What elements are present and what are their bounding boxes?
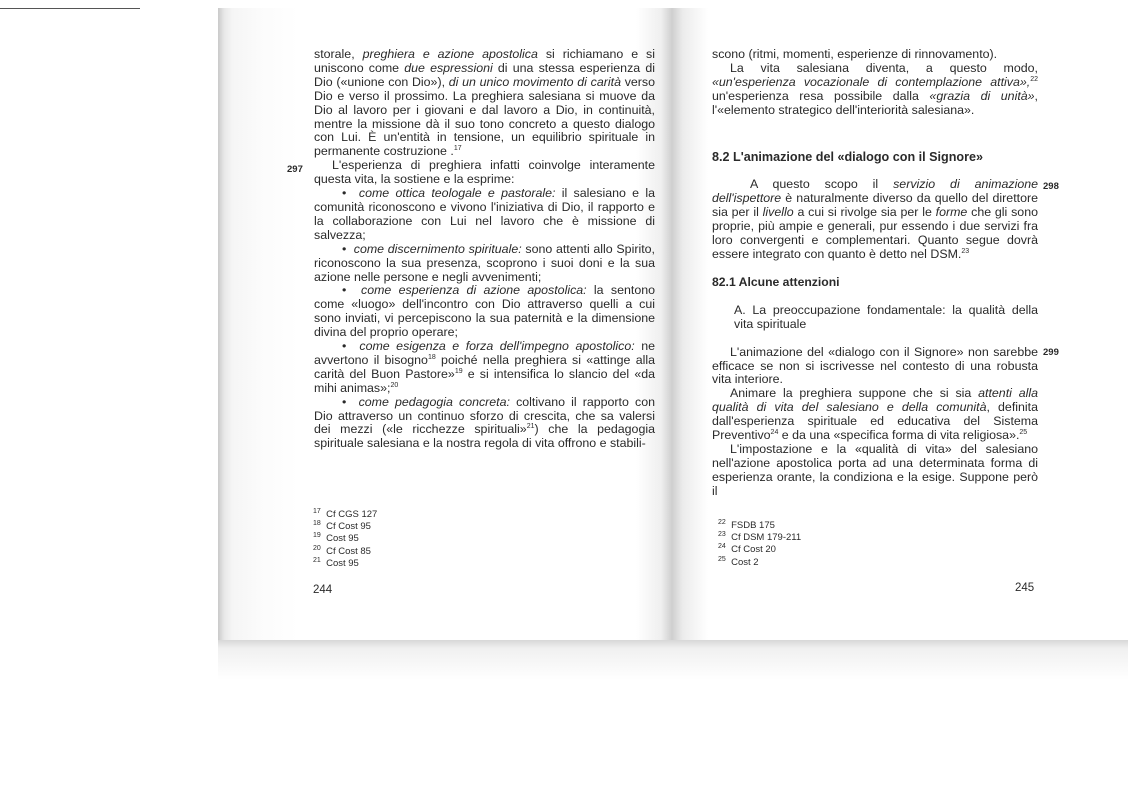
- footnote: $^{23}$ Cf DSM 179-211: [718, 531, 802, 544]
- paragraph: L'animazione del «dialogo con il Signore» non sarebbe efficace se non si iscrivesse nel contesto di una robusta vita interiore.: [712, 344, 1038, 387]
- left-page-text: [314, 48, 655, 451]
- section-heading: 8.2 L'animazione del «dialogo con il Signore»: [712, 149, 984, 164]
- margin-number: 297: [287, 164, 303, 175]
- paragraph: scono (ritmi, momenti, esperienze di rinnovamento).: [712, 47, 998, 61]
- right-page-text: [712, 48, 1038, 499]
- footnote: $^{24}$ Cf Cost 20: [718, 543, 776, 556]
- list-item: • come discernimento spirituale: sono attenti allo Spirito, riconoscono la sua presenza, scoprono i suoi doni e la sua azione nelle persone e negli avvenimenti;: [314, 241, 655, 284]
- point-heading: A. La preoccupazione fondamentale: la qualità della vita spirituale: [734, 302, 1038, 331]
- list-item: • come pedagogia concreta: coltivano il rapporto con Dio attraverso un continuo sforzo di crescita, che sa valersi dei mezzi («le ricchezze spirituali»$^{21}$) che la pedagogia spirituale salesiana e la nostra regola di vita offrono e stabili-: [314, 394, 655, 451]
- footnote: $^{17}$ Cf CGS 127: [313, 507, 378, 520]
- paragraph: L'esperienza di preghiera infatti coinvolge interamente questa vita, la sostiene e la esprime:: [314, 158, 655, 187]
- margin-number: 299: [1043, 347, 1059, 358]
- page-number: 245: [1015, 582, 1035, 594]
- footnote: $^{20}$ Cf Cost 85: [313, 544, 371, 557]
- footnote-ref: 17: [453, 145, 462, 153]
- footnote: $^{18}$ Cf Cost 95: [313, 520, 371, 533]
- paragraph: A questo scopo il servizio di animazione dell'ispettore è naturalmente diverso da quello del direttore sia per il livello a cui si rivolge sia per le forme che gli sono proprie, più ampie e generali, pur essendo i due servizi fra loro convergenti e complementari. Quanto segue dovrà essere integrato con quanto è detto nel DSM.$^{23}$: [712, 177, 1038, 261]
- paragraph: La vita salesiana diventa, a questo modo, «un'esperienza vocazionale di contemplazione attiva»,$^{22}$ un'esperienza resa possibile dalla «grazia di unità», l'«elemento strategico dell'interiorità salesiana».: [712, 60, 1038, 117]
- footnote: $^{22}$ FSDB 175: [718, 518, 775, 531]
- left-footnotes: [313, 509, 377, 570]
- list-item: • come ottica teologale e pastorale: il salesiano e la comunità riconoscono e vivono l'iniziativa di Dio, il rapporto e la collaborazione con Lui nel lavoro che è missione di salvezza;: [314, 186, 655, 242]
- list-item: • come esperienza di azione apostolica: la sentono come «luogo» dell'incontro con Dio attraverso quelli a cui sono inviati, vi percepiscono la sua paternità e la dimensione divina del proprio operare;: [314, 283, 655, 340]
- page-number: 244: [313, 584, 333, 596]
- footnote: $^{25}$ Cost 2: [718, 555, 759, 568]
- list-item: • come esigenza e forza dell'impegno apostolico: ne avvertono il bisogno$^{18}$ poiché nella preghiera si «attinge alla carità del Buon Pastore»$^{19}$ e si intensifica lo slancio del «da mihi animas»;$^{20}$: [314, 339, 655, 395]
- subsection-heading: 82.1 Alcune attenzioni: [712, 274, 840, 289]
- scan-shadow: [218, 640, 1128, 793]
- footnote: $^{21}$ Cost 95: [313, 556, 359, 569]
- scan-edge-line: [0, 8, 140, 9]
- paragraph: storale, preghiera e azione apostolica si richiamano e si uniscono come due espressioni di una stessa esperienza di Dio («unione con Dio»), di un unico movimento di carità verso Dio e verso il prossimo. La preghiera salesiana si muove da Dio al lavoro per i giovani e dal lavoro a Dio, in continuità, mentre la missione dà il suo tono concreto a questo dialogo con Lui. È un'entità in tensione, un equilibrio spirituale in permanente costruzione .$^{17}$: [314, 47, 655, 159]
- margin-number: 298: [1043, 181, 1059, 192]
- right-footnotes: [718, 520, 801, 569]
- paragraph: Animare la preghiera suppone che si sia attenti alla qualità di vita del salesiano e della comunità, definita dall'esperienza spirituale ed educativa del Sistema Preventivo$^{24}$ e da una «specifica forma di vita religiosa».$^{25}$: [712, 386, 1038, 443]
- footnote: $^{19}$ Cost 95: [313, 532, 359, 545]
- paragraph: L'impostazione e la «qualità di vita» del salesiano nell'azione apostolica porta ad una determinata forma di esperienza orante, la condiziona e la esige. Suppone però il: [712, 441, 1038, 498]
